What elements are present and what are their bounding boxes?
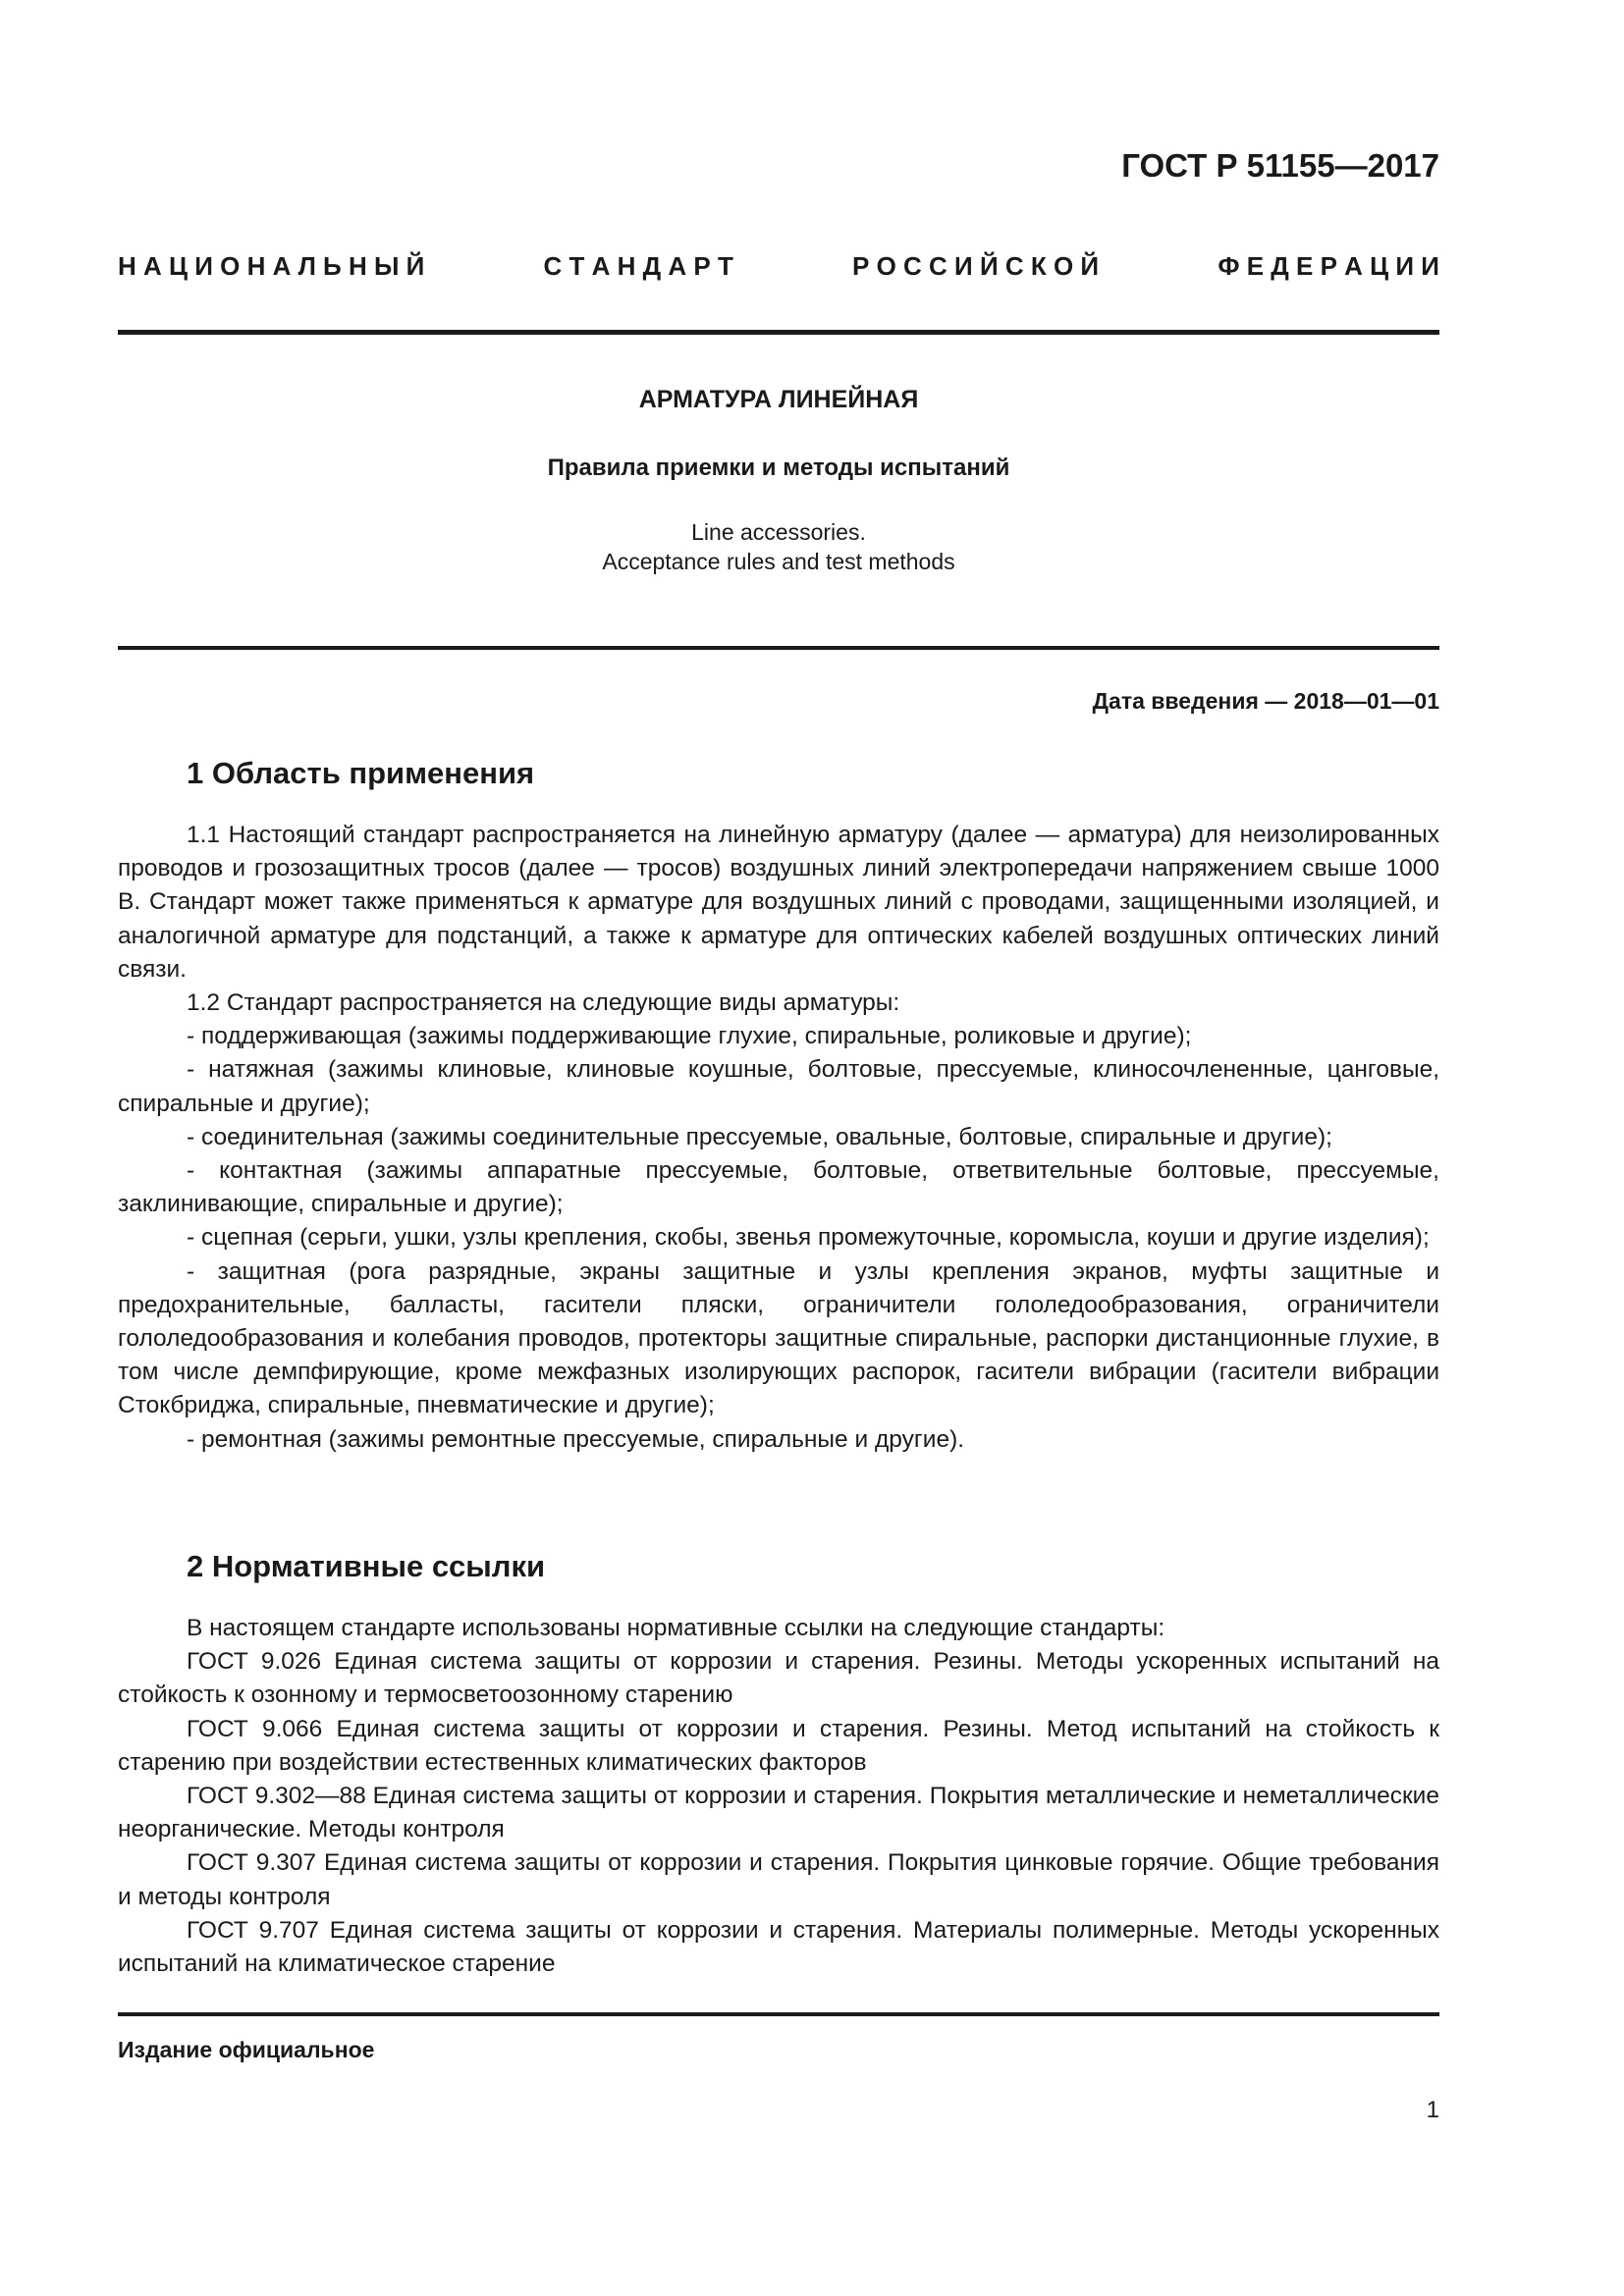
footer-divider <box>118 2012 1439 2016</box>
reference-item: ГОСТ 9.066 Единая система защиты от коррозии и старения. Резины. Метод испытаний на стойкость к старению при воздействии естественных климатических факторов <box>118 1715 1439 1776</box>
reference-item: ГОСТ 9.307 Единая система защиты от коррозии и старения. Покрытия цинковые горячие. Общие требования и методы контроля <box>118 1849 1439 1910</box>
national-word: С Т А Н Д А Р Т <box>543 251 733 281</box>
paragraph: 1.1 Настоящий стандарт распространяется на линейную арматуру (далее — арматура) для неизолированных проводов и грозозащитных тросов (далее — тросов) воздушных линий электропередачи напряжением свыше 1000 В. Стандарт может также применяться к арматуре для воздушных линий с проводами, защищенными изоляцией, и аналогичной арматуре для подстанций, а также к арматуре для оптических кабелей воздушных оптических линий связи. <box>118 822 1439 983</box>
top-divider <box>118 330 1439 335</box>
reference-item: ГОСТ 9.302—88 Единая система защиты от коррозии и старения. Покрытия металлические и неметаллические неорганические. Методы контроля <box>118 1783 1439 1843</box>
page-number: 1 <box>1426 2097 1439 2123</box>
list-item: - поддерживающая (зажимы поддерживающие глухие, спиральные, роликовые и другие); <box>187 1023 1192 1050</box>
standard-number: ГОСТ Р 51155—2017 <box>1121 147 1439 184</box>
list-item: - контактная (зажимы аппаратные прессуемые, болтовые, ответвительные болтовые, прессуемые, заклинивающие, спиральные и другие); <box>118 1157 1439 1218</box>
section-heading-scope: 1 Область применения <box>187 756 535 790</box>
english-title-line: Acceptance rules and test methods <box>602 549 955 574</box>
national-word: Ф Е Д Е Р А Ц И И <box>1218 251 1439 281</box>
list-item: - защитная (рога разрядные, экраны защитные и узлы крепления экранов, муфты защитные и предохранительные, балласты, гасители пляски, ограничители гололедообразования, ограничители гололедообразования и колебания проводов, протекторы защитные спиральные, распорки дистанционные глухие, в том числе демпфирующие, кроме межфазных изолирующих распорок, гасители вибрации (гасители вибрации Стокбриджа, спиральные, пневматические и другие); <box>118 1257 1439 1419</box>
national-word: Р О С С И Й С К О Й <box>852 251 1100 281</box>
reference-item: ГОСТ 9.026 Единая система защиты от коррозии и старения. Резины. Методы ускоренных испытаний на стойкость к озонному и термосветоозонному старению <box>118 1648 1439 1709</box>
english-title <box>118 517 1439 576</box>
english-title-line: Line accessories. <box>691 519 866 545</box>
section-body-scope <box>118 819 1439 1457</box>
national-word: Н А Ц И О Н А Л Ь Н Ы Й <box>118 251 425 281</box>
list-item: - соединительная (зажимы соединительные прессуемые, овальные, болтовые, спиральные и другие); <box>187 1123 1332 1150</box>
document-subtitle: Правила приемки и методы испытаний <box>547 454 1010 481</box>
paragraph: В настоящем стандарте использованы нормативные ссылки на следующие стандарты: <box>187 1615 1165 1641</box>
national-standard-heading <box>118 251 1439 282</box>
list-item: - ремонтная (зажимы ремонтные прессуемые, спиральные и другие). <box>187 1425 965 1453</box>
paragraph: 1.2 Стандарт распространяется на следующие виды арматуры: <box>187 989 900 1017</box>
reference-item: ГОСТ 9.707 Единая система защиты от коррозии и старения. Материалы полимерные. Методы ускоренных испытаний на климатическое старение <box>118 1916 1439 1978</box>
title-divider <box>118 646 1439 650</box>
section-heading-references: 2 Нормативные ссылки <box>187 1549 546 1583</box>
official-edition-label: Издание официальное <box>118 2037 375 2062</box>
section-body-references <box>118 1612 1439 1981</box>
list-item: - натяжная (зажимы клиновые, клиновые коушные, болтовые, прессуемые, клиносочлененные, цанговые, спиральные и другие); <box>118 1056 1439 1117</box>
list-item: - сцепная (серьги, ушки, узлы крепления, скобы, звенья промежуточные, коромысла, коуши и другие изделия); <box>187 1224 1430 1252</box>
document-title: АРМАТУРА ЛИНЕЙНАЯ <box>638 386 919 413</box>
date-introduced: Дата введения — 2018—01—01 <box>1092 688 1439 714</box>
